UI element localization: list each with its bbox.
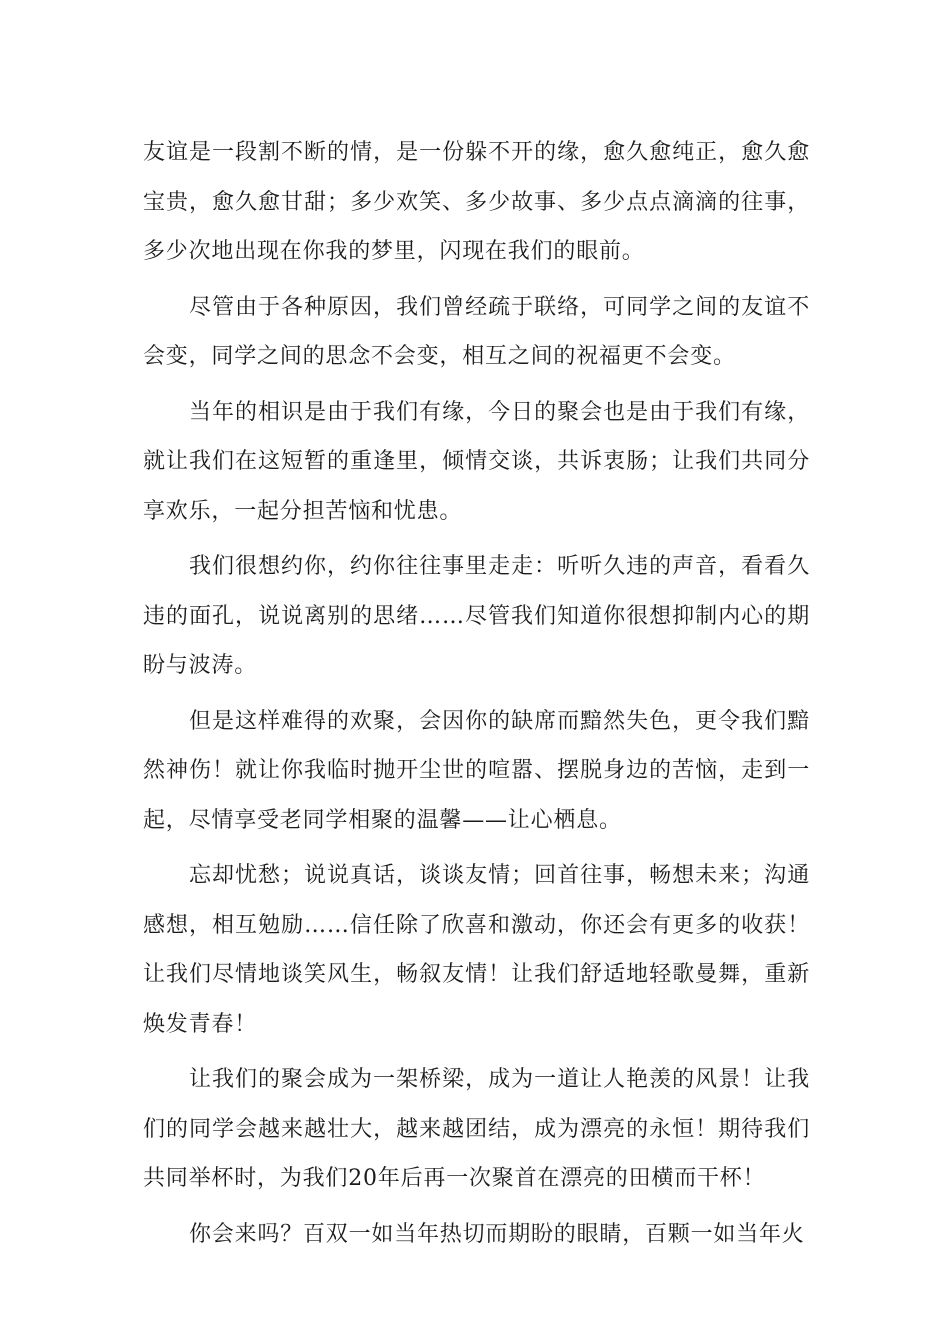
paragraph-3: 当年的相识是由于我们有缘，今日的聚会也是由于我们有缘，就让我们在这短暂的重逢里，倾情交谈，共诉衷肠；让我们共同分享欢乐，一起分担苦恼和忧患。	[143, 399, 810, 524]
paragraph-1: 友谊是一段割不断的情，是一份躲不开的缘，愈久愈纯正，愈久愈宝贵，愈久愈甘甜；多少欢笑、多少故事、多少点点滴滴的往事，多少次地出现在你我的梦里，闪现在我们的眼前。	[143, 140, 810, 264]
document-body	[143, 128, 810, 1265]
paragraph-6: 忘却忧愁；说说真话，谈谈友情；回首往事，畅想未来；沟通感想，相互勉励……信任除了欣喜和激动，你还会有更多的收获！让我们尽情地谈笑风生，畅叙友情！让我们舒适地轻歌曼舞，重新焕发青春！	[143, 863, 810, 1037]
paragraph-4: 我们很想约你，约你往往事里走走：听听久违的声音，看看久违的面孔，说说离别的思绪……尽管我们知道你很想抑制内心的期盼与波涛。	[143, 554, 810, 678]
paragraph-2: 尽管由于各种原因，我们曾经疏于联络，可同学之间的友谊不会变，同学之间的思念不会变，相互之间的祝福更不会变。	[143, 294, 810, 369]
paragraph-7: 让我们的聚会成为一架桥梁，成为一道让人艳羡的风景！让我们的同学会越来越壮大，越来越团结，成为漂亮的永恒！期待我们共同举杯时，为我们20年后再一次聚首在漂亮的田横而干杯！	[143, 1067, 810, 1191]
paragraph-8: 你会来吗？百双一如当年热切而期盼的眼睛，百颗一如当年火	[189, 1221, 805, 1247]
paragraph-5: 但是这样难得的欢聚，会因你的缺席而黯然失色，更令我们黯然神伤！就让你我临时抛开尘世的喧嚣、摆脱身边的苦恼，走到一起，尽情享受老同学相聚的温馨——让心栖息。	[143, 708, 810, 833]
